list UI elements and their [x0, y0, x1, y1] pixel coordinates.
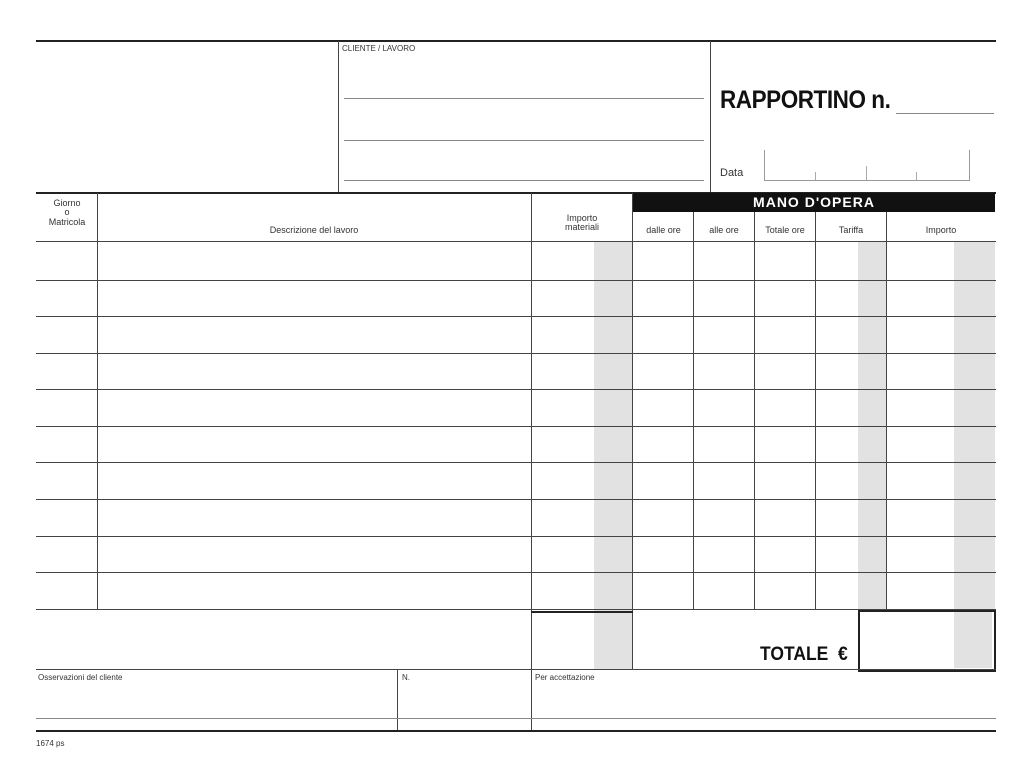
to-hours-header: alle ore — [709, 225, 739, 235]
table-row[interactable] — [36, 499, 996, 500]
header-divider-left — [338, 41, 339, 192]
table-row[interactable] — [36, 280, 996, 281]
footer-code: 1674 ps — [36, 739, 65, 748]
form-title: RAPPORTINO n. — [720, 86, 891, 114]
col-line-to — [754, 212, 755, 609]
materials-shade — [594, 241, 632, 669]
form-number-line[interactable] — [896, 113, 994, 114]
header-divider-right — [710, 41, 711, 192]
table-row[interactable] — [36, 353, 996, 354]
col-line-materials — [632, 193, 633, 669]
notes-top — [36, 669, 996, 670]
col-line-day — [97, 193, 98, 609]
col-line-from — [693, 212, 694, 609]
top-border — [36, 40, 996, 42]
total-hours-header: Totale ore — [765, 225, 805, 235]
table-row[interactable] — [36, 316, 996, 317]
notes-label: Osservazioni del cliente — [38, 673, 123, 682]
bottom-border — [36, 730, 996, 732]
col-line-total-hours — [815, 212, 816, 609]
day-header: Giorno o Matricola — [48, 198, 86, 227]
rate-shade — [858, 241, 886, 609]
labor-header-band: MANO D'OPERA — [633, 193, 995, 212]
total-amount-field[interactable] — [858, 610, 996, 672]
description-header: Descrizione del lavoro — [269, 225, 359, 235]
col-line-rate — [886, 212, 887, 609]
client-label: CLIENTE / LAVORO — [342, 44, 416, 53]
notes-line[interactable] — [36, 718, 996, 719]
table-row[interactable] — [36, 462, 996, 463]
date-field[interactable] — [764, 150, 970, 181]
amount-header: Importo — [925, 225, 957, 235]
rate-header: Tariffa — [838, 225, 864, 235]
client-line-1[interactable] — [344, 98, 704, 99]
notes-number-label: N. — [402, 673, 410, 682]
header-row-bottom — [36, 241, 996, 242]
table-row[interactable] — [36, 572, 996, 573]
date-label: Data — [720, 167, 744, 179]
materials-header: Importo materiali — [564, 213, 599, 233]
table-body-bottom — [36, 609, 996, 610]
signature-label: Per accettazione — [535, 673, 595, 682]
from-hours-header: dalle ore — [646, 225, 681, 235]
table-row[interactable] — [36, 536, 996, 537]
table-row[interactable] — [36, 426, 996, 427]
amount-shade — [954, 241, 995, 609]
notes-divider — [397, 670, 398, 730]
euro-symbol: € — [838, 644, 848, 665]
materials-total-top — [531, 611, 633, 613]
total-label: TOTALE € — [760, 644, 848, 665]
table-row[interactable] — [36, 389, 996, 390]
client-line-2[interactable] — [344, 140, 704, 141]
client-line-3[interactable] — [344, 180, 704, 181]
